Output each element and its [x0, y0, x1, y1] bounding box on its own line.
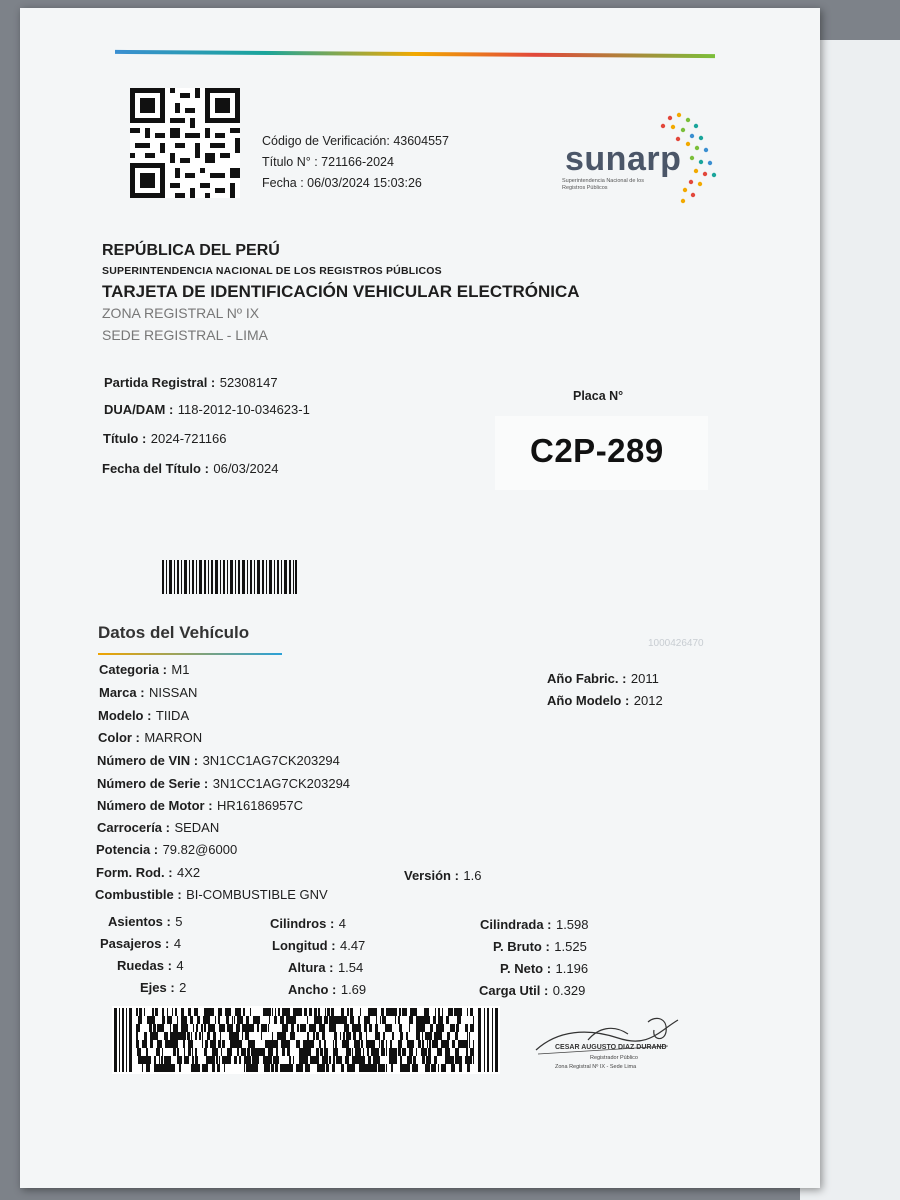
altura-label: Altura : [288, 960, 334, 975]
ancho-value: 1.69 [340, 982, 367, 997]
ruedas-label: Ruedas : [117, 958, 172, 973]
cilindros-value: 4 [338, 916, 346, 931]
modelo-value: TIIDA [155, 708, 190, 723]
dua-label: DUA/DAM : [104, 402, 174, 417]
verification-code: Código de Verificación: 43604557 [262, 134, 449, 148]
signer-role: Registrador Público [590, 1055, 638, 1061]
dua-row [104, 401, 310, 419]
categoria-label: Categoria : [99, 662, 167, 677]
p-neto-label: P. Neto : [500, 961, 552, 976]
potencia-value: 79.82@6000 [162, 842, 238, 857]
titulo-label: Título : [103, 431, 147, 446]
ejes-value: 2 [179, 980, 187, 995]
motor-label: Número de Motor : [97, 798, 213, 813]
partida-label: Partida Registral : [104, 375, 216, 390]
document-title: TARJETA DE IDENTIFICACIÓN VEHICULAR ELECTRÓNICA [102, 282, 580, 301]
carga-util-row [479, 982, 585, 1000]
agency-heading: SUPERINTENDENCIA NACIONAL DE LOS REGISTROS PÚBLICOS [102, 265, 442, 277]
fecha-titulo-value: 06/03/2024 [213, 461, 279, 476]
p-bruto-row [493, 938, 587, 956]
issue-date: Fecha : 06/03/2024 15:03:26 [262, 176, 422, 190]
combustible-row [95, 886, 328, 904]
zone-heading: ZONA REGISTRAL Nº IX [102, 305, 260, 321]
vin-value: 3N1CC1AG7CK203294 [202, 753, 340, 768]
color-value: MARRON [144, 730, 203, 745]
serie-value: 3N1CC1AG7CK203294 [212, 776, 351, 791]
modelo-label: Modelo : [98, 708, 152, 723]
vehicle-section-title: Datos del Vehículo [98, 623, 250, 642]
categoria-value: M1 [171, 662, 190, 677]
anio-modelo-value: 2012 [633, 693, 663, 708]
titulo-row [103, 430, 226, 448]
formrod-label: Form. Rod. : [96, 865, 173, 880]
country-heading: REPÚBLICA DEL PERÚ [102, 242, 280, 259]
combustible-label: Combustible : [95, 887, 182, 902]
dua-value: 118-2012-10-034623-1 [177, 402, 310, 417]
logo-wordmark: sunarp [565, 140, 682, 178]
fecha-titulo-row [102, 460, 278, 478]
barcode-icon [162, 560, 297, 594]
titulo-number: Título N° : 721166-2024 [262, 155, 394, 169]
carga-util-label: Carga Util : [479, 983, 549, 998]
motor-row [97, 797, 303, 815]
combustible-value: BI-COMBUSTIBLE GNV [186, 887, 328, 902]
categoria-row [99, 661, 189, 679]
pasajeros-value: 4 [173, 936, 182, 951]
carroceria-row [97, 819, 219, 837]
section-underline [98, 653, 282, 655]
anio-fabric-row [547, 670, 659, 688]
vin-row [97, 752, 340, 770]
cilindrada-value: 1.598 [555, 917, 589, 932]
partida-value: 52308147 [219, 375, 278, 390]
version-value: 1.6 [463, 868, 482, 883]
color-label: Color : [98, 730, 140, 745]
serie-label: Número de Serie : [97, 776, 209, 791]
marca-row [99, 684, 197, 702]
ruedas-row [117, 957, 184, 975]
anio-fabric-label: Año Fabric. : [547, 671, 627, 686]
anio-modelo-label: Año Modelo : [547, 693, 630, 708]
sunarp-logo [555, 108, 735, 208]
cilindrada-label: Cilindrada : [480, 917, 552, 932]
potencia-label: Potencia : [96, 842, 159, 857]
formrod-row [96, 864, 200, 882]
marca-value: NISSAN [148, 685, 198, 700]
pasajeros-label: Pasajeros : [100, 936, 170, 951]
ruedas-value: 4 [176, 958, 184, 973]
anio-modelo-row [547, 692, 663, 710]
anio-fabric-value: 2011 [630, 671, 659, 686]
ancho-label: Ancho : [288, 982, 337, 997]
plate-label: Placa N° [573, 389, 624, 403]
cilindrada-row [480, 916, 589, 934]
formrod-value: 4X2 [177, 865, 201, 880]
sede-heading: SEDE REGISTRAL - LIMA [102, 327, 268, 343]
longitud-label: Longitud : [272, 938, 336, 953]
version-row [404, 867, 481, 885]
p-bruto-label: P. Bruto : [493, 939, 550, 954]
pdf417-barcode-icon [112, 1006, 500, 1074]
altura-row [288, 959, 363, 977]
motor-value: HR16186957C [217, 798, 304, 813]
partida-row [104, 374, 278, 392]
verification-block [262, 131, 449, 194]
carga-util-value: 0.329 [552, 983, 586, 998]
asientos-label: Asientos : [108, 914, 171, 929]
longitud-row [272, 937, 365, 955]
cilindros-label: Cilindros : [270, 916, 335, 931]
signer-name: CESAR AUGUSTO DIAZ DURAND [555, 1044, 667, 1051]
altura-value: 1.54 [337, 960, 364, 975]
carroceria-value: SEDAN [174, 820, 220, 835]
cilindros-row [270, 915, 346, 933]
fecha-titulo-label: Fecha del Título : [102, 461, 209, 476]
plate-number: C2P-289 [530, 432, 664, 469]
longitud-value: 4.47 [339, 938, 366, 953]
document-id: 1000426470 [648, 638, 704, 649]
header-color-stripe [115, 50, 715, 58]
asientos-row [108, 913, 183, 931]
p-neto-row [500, 960, 588, 978]
signer-zone: Zona Registral Nº IX - Sede Lima [555, 1064, 637, 1070]
potencia-row [96, 841, 237, 859]
modelo-row [98, 707, 189, 725]
color-row [98, 729, 202, 747]
pasajeros-row [100, 935, 181, 953]
asientos-value: 5 [175, 914, 183, 929]
marca-label: Marca : [99, 685, 145, 700]
version-label: Versión : [404, 868, 459, 883]
qr-code-icon [130, 88, 240, 198]
serie-row [97, 775, 350, 793]
p-bruto-value: 1.525 [554, 939, 587, 954]
ejes-row [140, 979, 186, 997]
document-page [20, 8, 820, 1188]
p-neto-value: 1.196 [555, 961, 589, 976]
ejes-label: Ejes : [140, 980, 175, 995]
logo-subtitle: Superintendencia Nacional de los Registros Públicos [562, 178, 644, 191]
ancho-row [288, 981, 366, 999]
titulo-value: 2024-721166 [150, 431, 227, 446]
vin-label: Número de VIN : [97, 753, 199, 768]
carroceria-label: Carrocería : [97, 820, 170, 835]
